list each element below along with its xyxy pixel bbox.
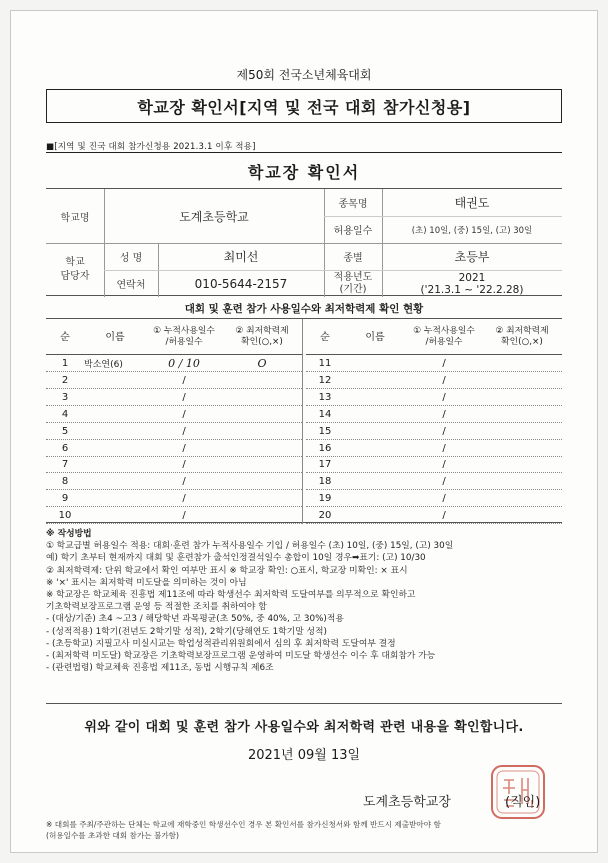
cell-no: 6 xyxy=(61,442,69,454)
cell-no: 13 xyxy=(318,391,332,403)
cell-no: 19 xyxy=(318,493,332,505)
cell-name xyxy=(84,490,146,507)
table-row xyxy=(46,423,302,440)
cell-no: 11 xyxy=(318,358,332,369)
allowed-days-label: 허용일수 xyxy=(333,226,373,237)
header-days-text: ① 누적사용일수 xyxy=(413,325,475,336)
table-row xyxy=(46,456,302,473)
cell-name xyxy=(344,423,406,440)
cell-name xyxy=(84,456,146,473)
cell-check xyxy=(482,473,562,490)
cell-check xyxy=(482,507,562,524)
year-value xyxy=(382,270,562,297)
cell-name xyxy=(84,372,146,389)
cell-check xyxy=(482,423,562,440)
cell-check xyxy=(482,406,562,423)
cell-no: 1 xyxy=(61,358,69,369)
notes-line: ② 최저학력제: 단위 학교에서 확인 여부만 표시 ※ 학교장 확인: ○표시, 학교장 미확인: × 표시 xyxy=(46,565,408,576)
cell-days: / xyxy=(182,425,186,437)
header-no-text: 순 xyxy=(60,331,70,343)
header-check-text: 확인(○,×) xyxy=(241,337,283,347)
cell-name: 박소연(6) xyxy=(84,360,123,370)
cell-no: 2 xyxy=(61,374,69,386)
manager-label xyxy=(46,243,104,297)
notes-line: ※ 학교장은 학교체육 진흥법 제11조에 따라 학생선수 최저학력 도달여부를 의무적으로 확인하고 xyxy=(46,590,416,601)
header-check xyxy=(222,319,302,355)
notes-line: 기초학력보장프로그램 운영 등 적절한 조치를 취하여야 함 xyxy=(46,602,267,613)
cell-check xyxy=(222,372,302,389)
header-days-text: /허용일수 xyxy=(165,337,203,347)
notes-section xyxy=(46,528,562,674)
cell-days: / xyxy=(182,493,186,505)
cell-check xyxy=(482,355,562,372)
cell-days: / xyxy=(442,493,446,505)
table-row xyxy=(306,507,562,524)
cell-name xyxy=(344,389,406,406)
cell-name xyxy=(344,507,406,524)
header-days xyxy=(146,319,222,355)
notes-line: - (초등학교) 지필고사 미실시교는 학업성적관리위원회에서 심의 후 최저학력 도달여부 결정 xyxy=(46,638,396,649)
cell-check xyxy=(222,423,302,440)
cell-days: / xyxy=(182,510,186,522)
cell-name xyxy=(84,507,146,524)
cell-name xyxy=(344,372,406,389)
header-days xyxy=(406,319,482,355)
table-row xyxy=(306,389,562,406)
cell-no: 12 xyxy=(318,374,332,386)
cell-name xyxy=(344,490,406,507)
table-row xyxy=(306,473,562,490)
cell-no: 4 xyxy=(61,408,69,420)
table-header-right xyxy=(306,319,562,355)
footer-line: (허용일수를 초과한 대회 참가는 불가함) xyxy=(46,830,179,840)
header-name-text: 이름 xyxy=(365,331,385,343)
notes-line: - (성적적용) 1학기(전년도 2학기말 성적), 2학기(당해연도 1학기말 성적) xyxy=(46,626,327,637)
cell-days: / xyxy=(442,442,446,454)
cell-days: / xyxy=(442,459,446,471)
header-no xyxy=(306,319,344,355)
manager-label-line1: 학교 xyxy=(65,257,85,268)
name-label: 성 명 xyxy=(119,253,143,264)
header-name-text: 이름 xyxy=(105,331,125,343)
cell-days: / xyxy=(442,408,446,420)
info-table xyxy=(46,188,562,296)
header-days-text: ① 누적사용일수 xyxy=(153,325,215,336)
cell-check xyxy=(222,507,302,524)
division-label: 종별 xyxy=(343,253,363,264)
cell-no: 14 xyxy=(318,408,332,420)
table-row xyxy=(46,389,302,406)
cell-check xyxy=(482,372,562,389)
event-title: 제50회 전국소년체육대회 xyxy=(236,68,372,82)
cell-no: 5 xyxy=(61,425,69,437)
table-row xyxy=(46,507,302,524)
cell-check xyxy=(482,440,562,457)
table-row xyxy=(46,355,302,372)
cell-check xyxy=(222,473,302,490)
footer-line: ※ 대회를 주최/주관하는 단체는 학교에 재학중인 학생선수인 경우 본 확인서를 참가신청서와 함께 반드시 제출받아야 함 xyxy=(46,820,441,829)
contact-label: 연락처 xyxy=(116,280,146,291)
cell-name xyxy=(84,473,146,490)
header-no-text: 순 xyxy=(320,331,330,343)
section-title: 대회 및 훈련 참가 사용일수와 최저학력제 확인 현황 xyxy=(184,303,424,315)
cell-check xyxy=(482,389,562,406)
form-title: 학교장 확인서 xyxy=(247,163,361,182)
cell-days: / xyxy=(182,459,186,471)
table-row xyxy=(46,473,302,490)
cell-name xyxy=(84,440,146,457)
cell-no: 18 xyxy=(318,476,332,488)
year-label xyxy=(324,270,382,297)
cell-no: 3 xyxy=(61,391,69,403)
year-value-period: ('21.3.1 ~ '22.2.28) xyxy=(420,283,524,296)
cell-check xyxy=(482,490,562,507)
attendance-table xyxy=(46,318,562,523)
school-value: 도계초등학교 xyxy=(179,209,249,224)
division-value: 초등부 xyxy=(454,250,490,264)
table-row xyxy=(46,490,302,507)
table-row xyxy=(46,440,302,457)
year-label-line2: (기간) xyxy=(339,283,367,295)
cell-days: / xyxy=(442,374,446,386)
cell-no: 7 xyxy=(61,459,69,471)
confirmation-text: 위와 같이 대회 및 훈련 참가 사용일수와 최저학력 관련 내용을 확인합니다. xyxy=(84,720,524,735)
cell-no: 8 xyxy=(61,476,69,488)
header-check-text: ② 최저학력제 xyxy=(495,325,549,336)
table-row xyxy=(306,406,562,423)
manager-label-line2: 담당자 xyxy=(60,271,90,282)
table-row xyxy=(306,372,562,389)
name-value: 최미선 xyxy=(223,250,259,264)
header-check-text: ② 최저학력제 xyxy=(235,325,289,336)
school-label: 학교명 xyxy=(60,212,90,224)
cell-days: / xyxy=(182,391,186,403)
header-name xyxy=(84,319,146,355)
cell-name xyxy=(344,355,406,372)
table-row xyxy=(306,456,562,473)
cell-name xyxy=(84,423,146,440)
notes-line: ※ '×' 표시는 최저학력 미도달을 의미하는 것이 아님 xyxy=(46,577,247,588)
header-days-text: /허용일수 xyxy=(425,337,463,347)
notes-line: 예) 학기 초부터 현재까지 대회 및 훈련참가 출석인정결석일수 총합이 10일 경우➡표기: (고) 10/30 xyxy=(46,553,426,564)
cell-days: / xyxy=(442,425,446,437)
cell-name xyxy=(84,389,146,406)
cell-days: 0 / 10 xyxy=(168,357,200,370)
allowed-days-value: (초) 10일, (중) 15일, (고) 30일 xyxy=(411,225,533,236)
cell-name xyxy=(344,440,406,457)
cell-check: O xyxy=(257,357,267,370)
footer-note xyxy=(46,820,566,841)
cell-check xyxy=(482,456,562,473)
table-header-left xyxy=(46,319,302,355)
cell-days: / xyxy=(182,476,186,488)
cell-check xyxy=(222,440,302,457)
cell-no: 9 xyxy=(61,493,69,505)
sport-label: 종목명 xyxy=(338,199,368,210)
table-row xyxy=(306,490,562,507)
cell-no: 15 xyxy=(318,425,332,437)
cell-days: / xyxy=(442,510,446,522)
sport-value: 태권도 xyxy=(454,196,490,210)
main-title xyxy=(46,89,562,123)
cell-days: / xyxy=(442,391,446,403)
notes-heading: ※ 작성방법 xyxy=(46,529,92,539)
cell-days: / xyxy=(182,442,186,454)
year-label-line1: 적용년도 xyxy=(333,271,373,283)
cell-no: 20 xyxy=(318,510,332,522)
table-row xyxy=(306,355,562,372)
header-no xyxy=(46,319,84,355)
table-row xyxy=(306,440,562,457)
year-value-year: 2021 xyxy=(458,271,486,284)
cell-check xyxy=(222,456,302,473)
notes-line: - (최저학력 미도달) 학교장은 기초학력보장프로그램 운영하여 미도달 학생선수 이수 후 대회참가 가능 xyxy=(46,651,436,662)
cell-days: / xyxy=(442,476,446,488)
cell-days: / xyxy=(442,358,446,369)
applies-note: ■[지역 및 진국 대회 참가신청용 2021.3.1 이후 적용] xyxy=(46,142,256,152)
cell-check xyxy=(222,389,302,406)
cell-name xyxy=(344,406,406,423)
seal-mark: (직인) xyxy=(505,795,541,810)
header-check-text: 확인(○,×) xyxy=(501,337,543,347)
header-check xyxy=(482,319,562,355)
cell-name xyxy=(84,406,146,423)
signer-name: 도계초등학교장 xyxy=(363,795,451,810)
header-name xyxy=(344,319,406,355)
table-divider xyxy=(302,319,303,524)
cell-name xyxy=(344,456,406,473)
bottom-rule xyxy=(46,703,562,704)
cell-check xyxy=(222,490,302,507)
date-text: 2021년 09월 13일 xyxy=(247,748,361,763)
contact-value: 010-5644-2157 xyxy=(194,276,288,291)
notes-line: - (대상/기준) 초4 ~고3 / 해당학년 과목평균(초 50%, 중 40%, 고 30%)적용 xyxy=(46,614,344,625)
cell-no: 17 xyxy=(318,459,332,471)
cell-name xyxy=(344,473,406,490)
cell-no: 10 xyxy=(58,510,72,522)
cell-no: 16 xyxy=(318,442,332,454)
notes-line: ① 학교급별 허용일수 적용: 대회·훈련 참가 누적사용일수 기입 / 허용일수 (초) 10일, (중) 15일, (고) 30일 xyxy=(46,541,454,552)
cell-check xyxy=(222,406,302,423)
main-title-text: 학교장 확인서[지역 및 전국 대회 참가신청용] xyxy=(137,97,471,117)
table-row xyxy=(46,372,302,389)
table-row xyxy=(46,406,302,423)
notes-line: - (관련법령) 학교체육 진흥법 제11조, 동법 시행규칙 제6조 xyxy=(46,663,274,674)
table-row xyxy=(306,423,562,440)
cell-days: / xyxy=(182,408,186,420)
cell-days: / xyxy=(182,374,186,386)
